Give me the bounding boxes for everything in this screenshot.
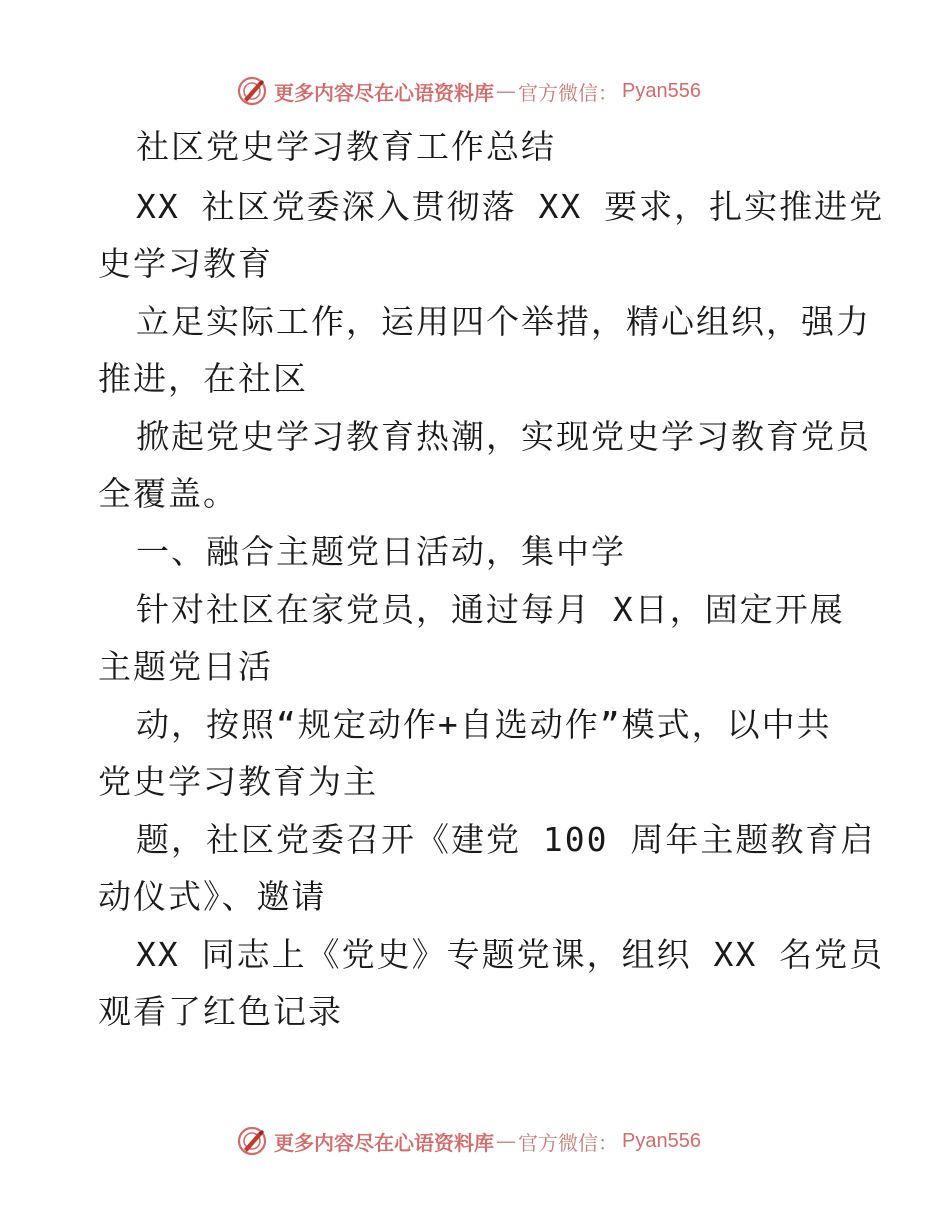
paragraph-line: XX 社区党委深入贯彻落 XX 要求，扎实推进党: [136, 187, 885, 226]
paragraph-line: 党史学习教育为主: [98, 762, 378, 801]
document-title: 社区党史学习教育工作总结: [136, 127, 556, 166]
section-heading: 一、融合主题党日活动，集中学: [136, 532, 626, 571]
paragraph-line: 史学习教育: [98, 244, 273, 283]
paragraph-line: 全覆盖。: [98, 474, 238, 513]
paragraph-line: 动，按照“规定动作+自选动作”模式，以中共: [136, 705, 832, 744]
brand-text: 更多内容尽在心语资料库: [274, 80, 494, 105]
wechat-label: 官方微信：: [518, 1130, 618, 1155]
paragraph-line: 主题党日活: [98, 647, 273, 686]
paragraph-line: 立足实际工作，运用四个举措，精心组织，强力: [136, 302, 871, 341]
wechat-id: Pyan556: [622, 1129, 701, 1152]
paragraph-line: 题，社区党委召开《建党 100 周年主题教育启: [136, 820, 876, 859]
brand-logo-icon: [236, 75, 268, 107]
brand-separator: —: [496, 1129, 516, 1153]
wechat-id: Pyan556: [622, 79, 701, 102]
brand-separator: —: [496, 79, 516, 103]
paragraph-line: 针对社区在家党员，通过每月 X日，固定开展: [136, 590, 845, 629]
footer-watermark: [236, 1124, 701, 1158]
paragraph-line: 掀起党史学习教育热潮，实现党史学习教育党员: [136, 417, 871, 456]
brand-text: 更多内容尽在心语资料库: [274, 1130, 494, 1155]
header-watermark: [236, 74, 701, 108]
paragraph-line: 动仪式》、邀请: [98, 877, 327, 916]
paragraph-line: 观看了红色记录: [98, 992, 343, 1031]
paragraph-line: 推进，在社区: [98, 359, 308, 398]
paragraph-line: XX 同志上《党史》专题党课，组织 XX 名党员: [136, 935, 885, 974]
wechat-label: 官方微信：: [518, 80, 618, 105]
brand-logo-icon: [236, 1125, 268, 1157]
